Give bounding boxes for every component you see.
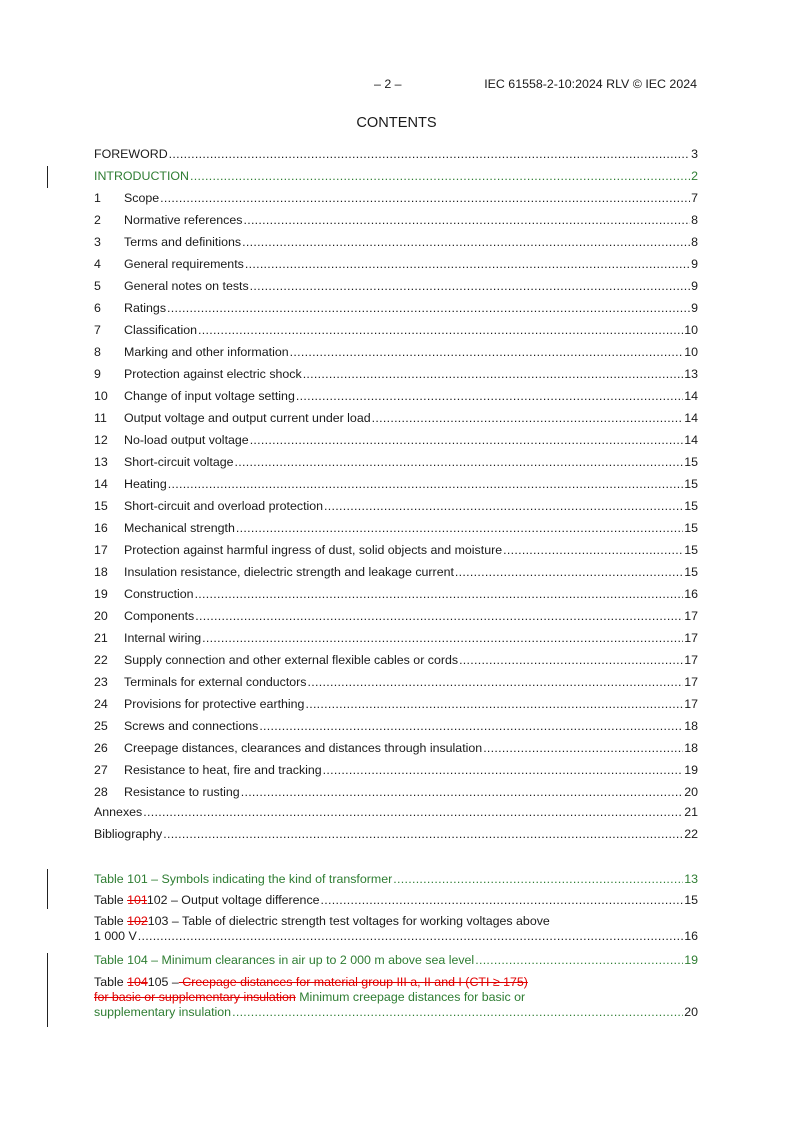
toc-entry-table-102[interactable]: Table 101102 – Output voltage difference ..... 15 (94, 892, 698, 908)
clause-number: 10 (94, 389, 108, 403)
page-ref: 9 (691, 279, 698, 293)
toc-entry-clause[interactable] (94, 520, 698, 536)
dot-leader (475, 952, 683, 968)
toc-entry-clause[interactable] (94, 674, 698, 690)
clause-number: 24 (94, 697, 108, 711)
dot-leader (503, 542, 683, 558)
page-ref: 17 (684, 675, 698, 689)
toc-entry-clause[interactable] (94, 784, 698, 800)
dot-leader (483, 740, 683, 756)
toc-entry-clause[interactable] (94, 586, 698, 602)
clause-number: 20 (94, 609, 108, 623)
page-ref: 15 (684, 455, 698, 469)
dot-leader (236, 520, 683, 536)
toc-entry-clause[interactable] (94, 762, 698, 778)
toc-entry-clause[interactable] (94, 498, 698, 514)
clause-title: Protection against harmful ingress of dust, solid objects and moisture (124, 543, 503, 557)
toc-entry-clause[interactable] (94, 432, 698, 448)
toc-entry-clause[interactable] (94, 366, 698, 382)
page-ref: 15 (684, 499, 698, 513)
clause-title: General notes on tests (124, 279, 249, 293)
dot-leader (163, 826, 683, 842)
page-ref: 17 (684, 609, 698, 623)
clause-title: No-load output voltage (124, 433, 249, 447)
clause-number: 26 (94, 741, 108, 755)
dot-leader (250, 432, 684, 448)
clause-title: Terms and definitions (124, 235, 242, 249)
toc-entry-clause[interactable] (94, 542, 698, 558)
toc-entry-table-103[interactable]: Table 102103 – Table of dielectric strength test voltages for working voltages above 1 000 V ..... 16 (94, 914, 698, 944)
toc-entry-clause[interactable] (94, 740, 698, 756)
clause-number: 6 (94, 301, 101, 315)
page-header (0, 77, 793, 93)
clause-number: 15 (94, 499, 108, 513)
clause-number: 13 (94, 455, 108, 469)
toc-entry-clause[interactable] (94, 256, 698, 272)
toc-entry-clause[interactable] (94, 410, 698, 426)
dot-leader (232, 1005, 683, 1020)
clause-number: 2 (94, 213, 101, 227)
toc-entry-table-105[interactable]: Table 104105 – Creepage distances for material group III a, II and I (CTI ≥ 175) for basic or supplementary insulation Minimum creepage distances for basic or supplementary insulation ..... 20 (94, 975, 698, 1020)
clause-number: 18 (94, 565, 108, 579)
page-ref: 9 (691, 301, 698, 315)
dot-leader (242, 234, 690, 250)
toc-entry-clause[interactable] (94, 476, 698, 492)
toc-entry-clause[interactable] (94, 322, 698, 338)
page-ref: 13 (684, 367, 698, 381)
dot-leader (290, 344, 684, 360)
page-ref: 20 (684, 785, 698, 799)
inserted-text: Minimum creepage distances for basic or (295, 990, 526, 1004)
page-ref: 15 (684, 521, 698, 535)
dot-leader (455, 564, 683, 580)
dot-leader (241, 784, 684, 800)
clause-title: Mechanical strength (124, 521, 235, 535)
dot-leader (169, 146, 690, 162)
page-ref: 8 (691, 235, 698, 249)
dot-leader (321, 892, 684, 908)
page-ref: 15 (684, 565, 698, 579)
toc-entry-foreword[interactable]: FOREWORD ..... 3 (94, 146, 698, 162)
page-number: – 2 – (374, 77, 402, 91)
clause-title: Protection against electric shock (124, 367, 302, 381)
clause-title: Creepage distances, clearances and distances through insulation (124, 741, 483, 755)
deleted-text: for basic or supplementary insulation (94, 990, 296, 1004)
clause-title: Classification (124, 323, 197, 337)
dot-leader (167, 300, 690, 316)
clause-number: 4 (94, 257, 101, 271)
toc-entry-clause[interactable] (94, 212, 698, 228)
toc-entry-table-101[interactable]: Table 101 – Symbols indicating the kind of transformer ..... 13 (94, 871, 698, 887)
page-ref: 16 (684, 587, 698, 601)
clause-title: Screws and connections (124, 719, 259, 733)
page-ref: 9 (691, 257, 698, 271)
toc-entry-clause[interactable] (94, 652, 698, 668)
clause-title: Short-circuit voltage (124, 455, 234, 469)
dot-leader (372, 410, 684, 426)
clause-title: Provisions for protective earthing (124, 697, 305, 711)
dot-leader (195, 608, 683, 624)
dot-leader (245, 256, 690, 272)
toc-entry-clause[interactable] (94, 300, 698, 316)
toc-entry-clause[interactable] (94, 630, 698, 646)
clause-title: General requirements (124, 257, 244, 271)
clause-number: 25 (94, 719, 108, 733)
clause-number: 17 (94, 543, 108, 557)
deleted-text: 101 (127, 893, 147, 907)
dot-leader (324, 498, 683, 514)
clause-title: Internal wiring (124, 631, 202, 645)
dot-leader (160, 190, 690, 206)
clause-number: 3 (94, 235, 101, 249)
clause-number: 27 (94, 763, 108, 777)
toc-entry-bibliography[interactable]: Bibliography ..... 22 (94, 826, 698, 842)
page-ref: 10 (684, 323, 698, 337)
page-ref: 19 (684, 763, 698, 777)
clause-number: 12 (94, 433, 108, 447)
page-ref: 17 (684, 653, 698, 667)
dot-leader (235, 454, 684, 470)
dot-leader (323, 762, 684, 778)
page-ref: 14 (684, 389, 698, 403)
clause-title: Change of input voltage setting (124, 389, 295, 403)
toc-entry-clause[interactable] (94, 190, 698, 206)
clause-number: 7 (94, 323, 101, 337)
page-ref: 7 (691, 191, 698, 205)
clause-number: 5 (94, 279, 101, 293)
document-reference: IEC 61558-2-10:2024 RLV © IEC 2024 (484, 77, 697, 91)
clause-number: 21 (94, 631, 108, 645)
page-ref: 18 (684, 741, 698, 755)
toc-entry-introduction[interactable]: INTRODUCTION ..... 2 (94, 168, 698, 184)
clause-title: Resistance to rusting (124, 785, 240, 799)
clause-title: Marking and other information (124, 345, 289, 359)
clause-number: 9 (94, 367, 101, 381)
change-bar (47, 166, 48, 188)
clause-title: Construction (124, 587, 194, 601)
clause-title: Heating (124, 477, 167, 491)
clause-title: Normative references (124, 213, 243, 227)
dot-leader (198, 322, 683, 338)
dot-leader (168, 476, 683, 492)
clause-number: 8 (94, 345, 101, 359)
toc-entry-clause[interactable] (94, 234, 698, 250)
dot-leader (138, 929, 683, 944)
page-ref: 10 (684, 345, 698, 359)
dot-leader (250, 278, 690, 294)
clause-number: 16 (94, 521, 108, 535)
dot-leader (305, 696, 683, 712)
toc-entry-table-104[interactable]: Table 104 – Minimum clearances in air up to 2 000 m above sea level ..... 19 (94, 952, 698, 968)
clause-title: Resistance to heat, fire and tracking (124, 763, 322, 777)
page-ref: 14 (684, 411, 698, 425)
dot-leader (243, 212, 690, 228)
clause-number: 22 (94, 653, 108, 667)
dot-leader (459, 652, 683, 668)
change-bar (47, 869, 48, 909)
clause-title: Insulation resistance, dielectric strength and leakage current (124, 565, 454, 579)
deleted-text: 102 (127, 914, 148, 928)
dot-leader (259, 718, 683, 734)
inserted-text: 103 (147, 914, 169, 928)
dot-leader (143, 804, 683, 820)
toc-entry-clause[interactable] (94, 608, 698, 624)
clause-number: 19 (94, 587, 108, 601)
dot-leader (195, 586, 684, 602)
page-ref: 15 (684, 477, 698, 491)
clause-number: 11 (94, 411, 107, 425)
toc-entry-clause[interactable] (94, 278, 698, 294)
clause-title: Ratings (124, 301, 167, 315)
toc-entry-clause[interactable] (94, 344, 698, 360)
clause-number: 1 (94, 191, 101, 205)
toc-entry-clause[interactable] (94, 564, 698, 580)
clause-title: Supply connection and other external flexible cables or cords (124, 653, 459, 667)
toc-entry-clause[interactable] (94, 696, 698, 712)
dot-leader (393, 871, 683, 887)
dot-leader (308, 674, 684, 690)
clause-title: Short-circuit and overload protection (124, 499, 324, 513)
clause-title: Output voltage and output current under load (124, 411, 371, 425)
dot-leader (190, 168, 690, 184)
deleted-text: 104 (127, 975, 148, 989)
change-bar (47, 953, 48, 1027)
dot-leader (202, 630, 683, 646)
clause-title: Scope (124, 191, 160, 205)
contents-title: CONTENTS (356, 115, 437, 131)
clause-title: Components (124, 609, 195, 623)
toc-entry-clause[interactable] (94, 718, 698, 734)
inserted-text: 105 (147, 975, 169, 989)
inserted-text: 102 (146, 893, 168, 907)
page-ref: 15 (684, 543, 698, 557)
dot-leader (296, 388, 683, 404)
deleted-text: Creepage distances for material group III a, II and I (CTI ≥ 175) (178, 975, 528, 989)
clause-title: Terminals for external conductors (124, 675, 307, 689)
page-ref: 17 (684, 631, 698, 645)
dot-leader (303, 366, 684, 382)
clause-number: 28 (94, 785, 108, 799)
toc-entry-clause[interactable] (94, 454, 698, 470)
page-ref: 17 (684, 697, 698, 711)
page-ref: 8 (691, 213, 698, 227)
clause-number: 23 (94, 675, 108, 689)
toc-entry-clause[interactable] (94, 388, 698, 404)
page-ref: 14 (684, 433, 698, 447)
clause-number: 14 (94, 477, 108, 491)
toc-entry-annexes[interactable]: Annexes ..... 21 (94, 804, 698, 820)
page-ref: 18 (684, 719, 698, 733)
